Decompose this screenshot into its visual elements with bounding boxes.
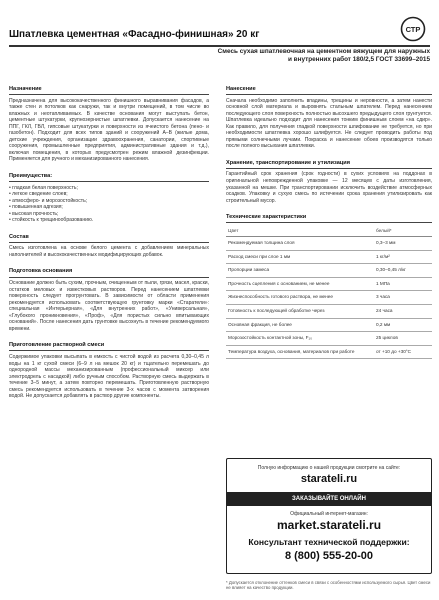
subtitle-line-1: Смесь сухая шпатлевочная на цементном вяжущем для наружных xyxy=(217,48,430,55)
table-row xyxy=(226,345,432,359)
list-item: • высокая прочность; xyxy=(9,211,209,218)
website-link[interactable]: starateli.ru xyxy=(300,473,358,485)
application-heading: Нанесение xyxy=(226,86,432,95)
list-item: • стойкость к трещинообразованию. xyxy=(9,217,209,224)
purpose-text: Предназначена для высококачественного финишного выравнивания фасадов, а также стен и потолков как снаружи, так и внутри помещений, в том числе во влажных и неотапливаемых. В качестве основания могут выступать бетон, цементные штукатурки, крупнозернистые шпатлевки. Допускается нанесение на ППГ, ГКЛ, ГВЛ, гипсовые штукатурки и поверхности из ячеистого бетона (пено- и газобетон). Подходит для всех типов зданий и сооружений А–В (жилые дома, детские учреждения, организации здравоохранения, санатории, спортивные сооружения, промышленные предприятия, административные здания и т.д.), включая помещения, в которых предусмотрен режим влажной дезинфекции. Применяется для ручного и механизированного нанесения. xyxy=(9,97,209,163)
table-cell-param: Прочность сцепления с основанием, не менее xyxy=(226,277,370,291)
table-cell-param: Пропорции замеса xyxy=(226,264,370,278)
table-row xyxy=(226,250,432,264)
certification-logo-icon xyxy=(400,16,426,42)
table-cell-value: 25 циклов xyxy=(370,332,432,346)
title-divider xyxy=(9,45,430,47)
specs-heading: Технические характеристики xyxy=(226,214,432,223)
left-column xyxy=(9,86,209,410)
table-cell-value: 0,30–0,45 л/кг xyxy=(370,264,432,278)
table-cell-param: Температура воздуха, основания, материалов при работе xyxy=(226,345,370,359)
table-cell-value: от +10 до +30°C xyxy=(370,345,432,359)
table-row xyxy=(226,291,432,305)
support-label: Консультант технической поддержки: xyxy=(248,537,410,547)
table-cell-value: 1 МПа xyxy=(370,277,432,291)
table-cell-value: 24 часа xyxy=(370,305,432,319)
table-header-param: Цвет xyxy=(226,226,370,237)
table-cell-param: Готовность к последующей обработке через xyxy=(226,305,370,319)
table-cell-param: Расход смеси при слое 1 мм xyxy=(226,250,370,264)
table-cell-param: Морозостойкость контактной зоны, F₁₀ xyxy=(226,332,370,346)
subtitle xyxy=(120,48,430,64)
page-title: Шпатлевка цементная «Фасадно-финишная» 20 кг xyxy=(9,29,260,40)
table-row xyxy=(226,332,432,346)
promo-box xyxy=(226,458,432,574)
table-cell-value: 1 кг/м² xyxy=(370,250,432,264)
table-cell-value: 0,2 мм xyxy=(370,318,432,332)
mix-prep-heading: Приготовление растворной смеси xyxy=(9,342,209,351)
composition-section xyxy=(9,234,209,259)
advantages-list xyxy=(9,185,209,224)
composition-text: Смесь изготовлена на основе белого цемента с добавлением минеральных наполнителей и высококачественных модифицирующих добавок. xyxy=(9,245,209,258)
shop-label: Официальный интернет-магазин: xyxy=(290,511,368,517)
composition-heading: Состав xyxy=(9,234,209,243)
table-row xyxy=(226,237,432,251)
table-row xyxy=(226,264,432,278)
table-cell-value: 0,3–3 мм xyxy=(370,237,432,251)
table-cell-param: Основная фракция, не более xyxy=(226,318,370,332)
table-cell-param: Рекомендуемая толщина слоя xyxy=(226,237,370,251)
base-prep-section xyxy=(9,268,209,332)
market-link[interactable]: market.starateli.ru xyxy=(276,518,382,532)
specs-section xyxy=(226,214,432,359)
specs-table xyxy=(226,226,432,359)
support-phone[interactable]: 8 (800) 555-20-00 xyxy=(284,550,374,562)
promo-top-text: Полную информацию о нашей продукции смотрите на сайте: xyxy=(257,465,401,471)
storage-section xyxy=(226,160,432,204)
table-cell-value: 3 часа xyxy=(370,291,432,305)
table-row xyxy=(226,305,432,319)
purpose-section xyxy=(9,86,209,163)
table-row xyxy=(226,277,432,291)
right-column xyxy=(226,86,432,369)
advantages-heading: Преимущества: xyxy=(9,173,209,182)
subtitle-line-2: и внутренних работ 180/2,5 ГОСТ 33699–2015 xyxy=(287,56,430,63)
logo-text: СТР xyxy=(405,25,421,34)
base-prep-text: Основание должно быть сухим, прочным, очищенным от пыли, грязи, масел, краски, остатков меловых и известковых растворов. Перед нанесением шпатлевки поверхность следует прогрунтовать. В зависимости от области применения рекомендуется использовать соответствующую грунтовку марки «Старатели»: специальная «Интерьерная», «Для внутренних работ», «Универсальная», «Глубокого проникновения», «Проф», «Для пористых сильно впитывающих оснований». После нанесения дать грунтовке высохнуть в течение рекомендуемого времени. xyxy=(9,280,209,332)
storage-heading: Хранение, транспортирование и утилизация xyxy=(226,160,432,169)
footnote: * Допускается отклонение оттенков смеси в связи с особенностями используемого сырья. Цвет смеси не влияет на качество продукции. xyxy=(226,580,431,591)
table-header-row xyxy=(226,226,432,237)
application-section xyxy=(226,86,432,150)
application-text: Сначала необходимо заполнить впадины, трещины и неровности, а затем нанести основной слой материала и выровнять стальным шпателем. Перед нанесением последующего слоя поверхность полностью высохшего предыдущего слоя грунтуется. Шпатлевка идеально подходит для нанесения тонким финишным слоем «на сдир». Как правило, для получения гладкой поверхности шлифование не требуется, но при необходимости шпатлевка хорошо шлифуется. Не следует проводить работы под прямыми солнечными лучами. Покраска и нанесение обоев производятся только после полного высыхания шпатлевки. xyxy=(226,97,432,150)
table-header-value: белый* xyxy=(370,226,432,237)
table-row xyxy=(226,318,432,332)
list-item: • легкое сведение слоев; xyxy=(9,191,209,198)
base-prep-heading: Подготовка основания xyxy=(9,268,209,277)
order-online-banner: ЗАКАЗЫВАЙТЕ ОНЛАЙН xyxy=(227,492,431,506)
list-item: • гладкая белая поверхность; xyxy=(9,185,209,192)
purpose-heading: Назначение xyxy=(9,86,209,95)
advantages-section xyxy=(9,173,209,224)
list-item: • повышенная адгезия; xyxy=(9,204,209,211)
list-item: • атмосферо- и морозостойкость; xyxy=(9,198,209,205)
storage-text: Гарантийный срок хранения (срок годности) в сухих условиях на поддонах в оригинальной неповрежденной упаковке — 12 месяцев с даты изготовления, указанной на мешке. При транспортировании исключить воздействие атмосферных осадков. Упаковку и сухую смесь по истечении срока хранения утилизировать как строительный мусор. xyxy=(226,171,432,204)
mix-prep-text: Содержимое упаковки высыпать в емкость с чистой водой из расчета 0,30–0,45 л воды на 1 кг сухой смеси (6–9 л на мешок 20 кг) и тщательно перемешать до однородной массы механизированным (профессиональный миксер или электродрель с насадкой) либо ручным способом. Растворную смесь выдержать в течение 3–5 минут, а затем повторно перемешать. Приготовленную растворную смесь рекомендуется использовать в течение 3-х часов с момента затворения водой. Не допускается добавлять в раствор другие компоненты. xyxy=(9,353,209,400)
table-cell-param: Жизнеспособность готового раствора, не менее xyxy=(226,291,370,305)
mix-prep-section xyxy=(9,342,209,399)
